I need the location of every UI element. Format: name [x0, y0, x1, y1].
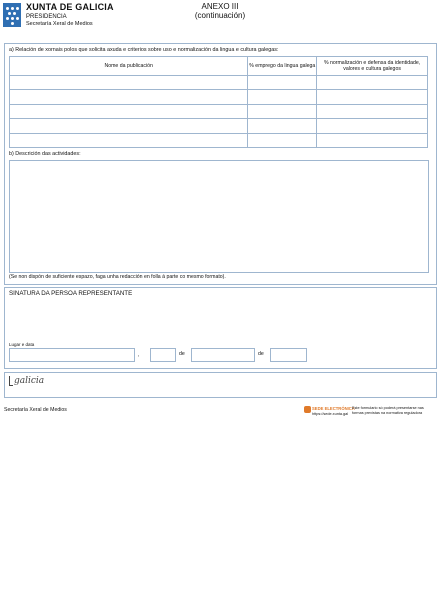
table-row: [10, 76, 428, 90]
cell-percent-normalization[interactable]: [317, 119, 428, 133]
cell-percent-normalization[interactable]: [317, 90, 428, 104]
table-header-row: [10, 57, 428, 76]
cell-percent-normalization[interactable]: [317, 133, 428, 147]
department-name: PRESIDENCIA: [26, 14, 67, 20]
galicia-logo: [9, 376, 44, 386]
galicia-logo-text: galicia: [14, 376, 45, 386]
table-row: [10, 104, 428, 118]
galicia-logo-panel: [4, 372, 437, 398]
cell-name[interactable]: [10, 119, 248, 133]
cell-percent-use[interactable]: [248, 133, 317, 147]
table-row: [10, 133, 428, 147]
cell-percent-use[interactable]: [248, 90, 317, 104]
cell-percent-normalization[interactable]: [317, 104, 428, 118]
cell-name[interactable]: [10, 90, 248, 104]
table-row: [10, 90, 428, 104]
cell-percent-normalization[interactable]: [317, 76, 428, 90]
section-b-footnote: (Se non dispón de suficiente espazo, faga unha redacción en folla á parte co mesmo formato).: [9, 274, 226, 280]
xunta-logo: [3, 3, 21, 27]
month-input[interactable]: [191, 348, 255, 362]
newspapers-table: [9, 56, 428, 148]
section-b-label: b) Descrición das actividades:: [9, 151, 81, 157]
cell-name[interactable]: [10, 76, 248, 90]
day-input[interactable]: [150, 348, 176, 362]
col-header-galician-use: % emprego da lingua galega: [248, 57, 317, 76]
col-header-normalization: % normalización e defensa da identidade, valores e cultura galegos: [317, 57, 428, 76]
sede-seal-icon: [304, 406, 311, 413]
col-header-name: Nome da publicación: [10, 57, 248, 76]
sede-seal-url[interactable]: https://sede.xunta.gal: [312, 412, 349, 416]
year-input[interactable]: [270, 348, 307, 362]
comma-separator: ,: [138, 352, 140, 358]
cell-percent-use[interactable]: [248, 76, 317, 90]
place-input[interactable]: [9, 348, 135, 362]
cell-name[interactable]: [10, 104, 248, 118]
activities-description-field[interactable]: [9, 160, 429, 273]
de-label-1: de: [179, 351, 185, 357]
organization-name: XUNTA DE GALICIA: [26, 2, 114, 12]
place-date-label: Lugar e data: [9, 342, 35, 347]
section-a-label: a) Relación de xornais polos que solicita axuda e criterios sobre uso e normalización da lingua e cultura galegas:: [9, 47, 279, 53]
footer-note: Este formulario só poderá presentarse nas formas previstas na normativa reguladora: [352, 406, 424, 415]
signature-title: SINATURA DA PERSOA REPRESENTANTE: [9, 290, 133, 297]
de-label-2: de: [258, 351, 264, 357]
cell-percent-use[interactable]: [248, 104, 317, 118]
annex-title: ANEXO III: [201, 2, 239, 11]
sede-seal-title: SEDE ELECTRÓNICA: [312, 406, 355, 411]
cell-percent-use[interactable]: [248, 119, 317, 133]
cell-name[interactable]: [10, 133, 248, 147]
table-row: [10, 119, 428, 133]
footer-secretariat: Secretaría Xeral de Medios: [4, 407, 67, 413]
secretariat-name: Secretaría Xeral de Medios: [26, 21, 93, 27]
annex-subtitle: (continuación): [194, 11, 246, 20]
annex-heading: [180, 2, 260, 20]
